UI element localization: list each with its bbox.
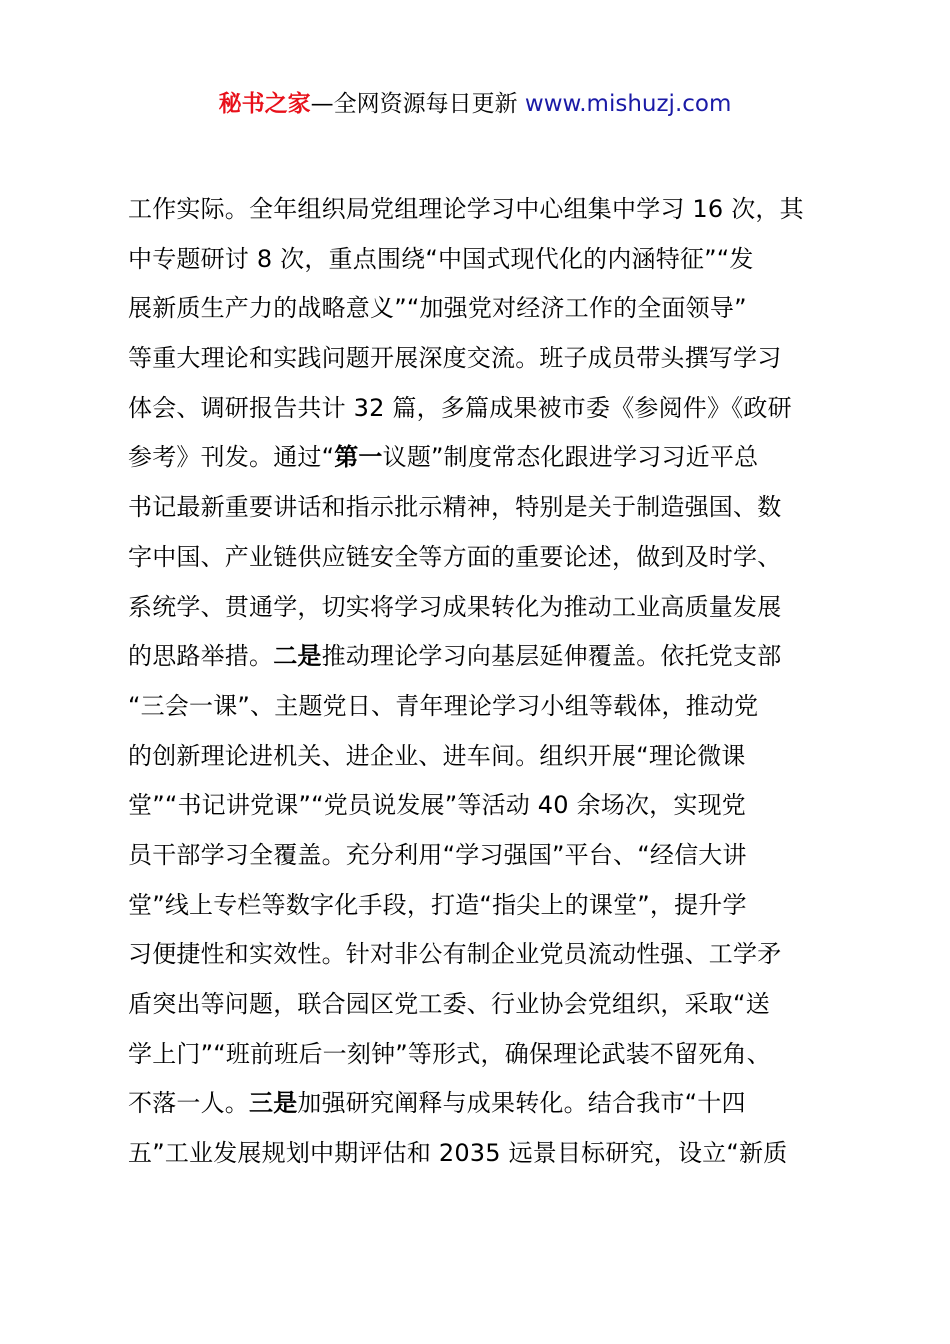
- page-header: [0, 86, 950, 122]
- text-line: 学上门”“班前班后一刻钟”等形式，确保理论武装不留死角、: [128, 1039, 771, 1068]
- text-line: 字中国、产业链供应链安全等方面的重要论述，做到及时学、: [128, 542, 782, 571]
- text-line: 的创新理论进机关、进企业、进车间。组织开展“理论微课: [128, 741, 746, 770]
- header-tagline: —全网资源每日更新: [310, 91, 525, 117]
- text-line: 习便捷性和实效性。针对非公有制企业党员流动性强、工学矛: [128, 940, 782, 969]
- text-line: 五”工业发展规划中期评估和 2035 远景目标研究，设立“新质: [128, 1139, 788, 1168]
- text-line: 盾突出等问题，联合园区党工委、行业协会党组织，采取“送: [128, 990, 770, 1018]
- text-line: 工作实际。全年组织局党组理论学习中心组集中学习 16 次，其: [128, 195, 804, 223]
- text-line: “三会一课”、主题党日、青年理论学习小组等载体，推动党: [128, 691, 759, 720]
- text-line: 堂”“书记讲党课”“党员说发展”等活动 40 余场次，实现党: [128, 791, 746, 820]
- text-line: 中专题研讨 8 次，重点围绕“中国式现代化的内涵特征”“发: [128, 244, 754, 273]
- text-line: 书记最新重要讲话和指示批示精神，特别是关于制造强国、数: [128, 493, 782, 522]
- text-line: 等重大理论和实践问题开展深度交流。班子成员带头撰写学习: [128, 344, 782, 373]
- bold-keyword: 第一: [334, 443, 383, 472]
- text-line: 不落一人。三是加强研究阐释与成果转化。结合我市“十四: [128, 1089, 746, 1118]
- text-line: 系统学、贯通学，切实将学习成果转化为推动工业高质量发展: [128, 592, 782, 621]
- text-line: 堂”线上专栏等数字化手段，打造“指尖上的课堂”，提升学: [128, 890, 747, 919]
- text-line: 参考》刊发。通过“第一议题”制度常态化跟进学习习近平总: [128, 443, 759, 472]
- brand-name: 秘书之家: [218, 91, 311, 117]
- text-line: 展新质生产力的战略意义”“加强党对经济工作的全面领导”: [128, 294, 747, 323]
- text-line: 体会、调研报告共计 32 篇，多篇成果被市委《参阅件》《政研: [128, 393, 792, 422]
- website-link[interactable]: www.mishuzj.com: [524, 91, 732, 117]
- text-line: 员干部学习全覆盖。充分利用“学习强国”平台、“经信大讲: [128, 840, 747, 869]
- text-line: 的思路举措。二是推动理论学习向基层延伸覆盖。依托党支部: [128, 642, 782, 671]
- bold-keyword: 二是: [273, 642, 322, 671]
- bold-keyword: 三是: [249, 1089, 298, 1118]
- document-body: [128, 185, 838, 1179]
